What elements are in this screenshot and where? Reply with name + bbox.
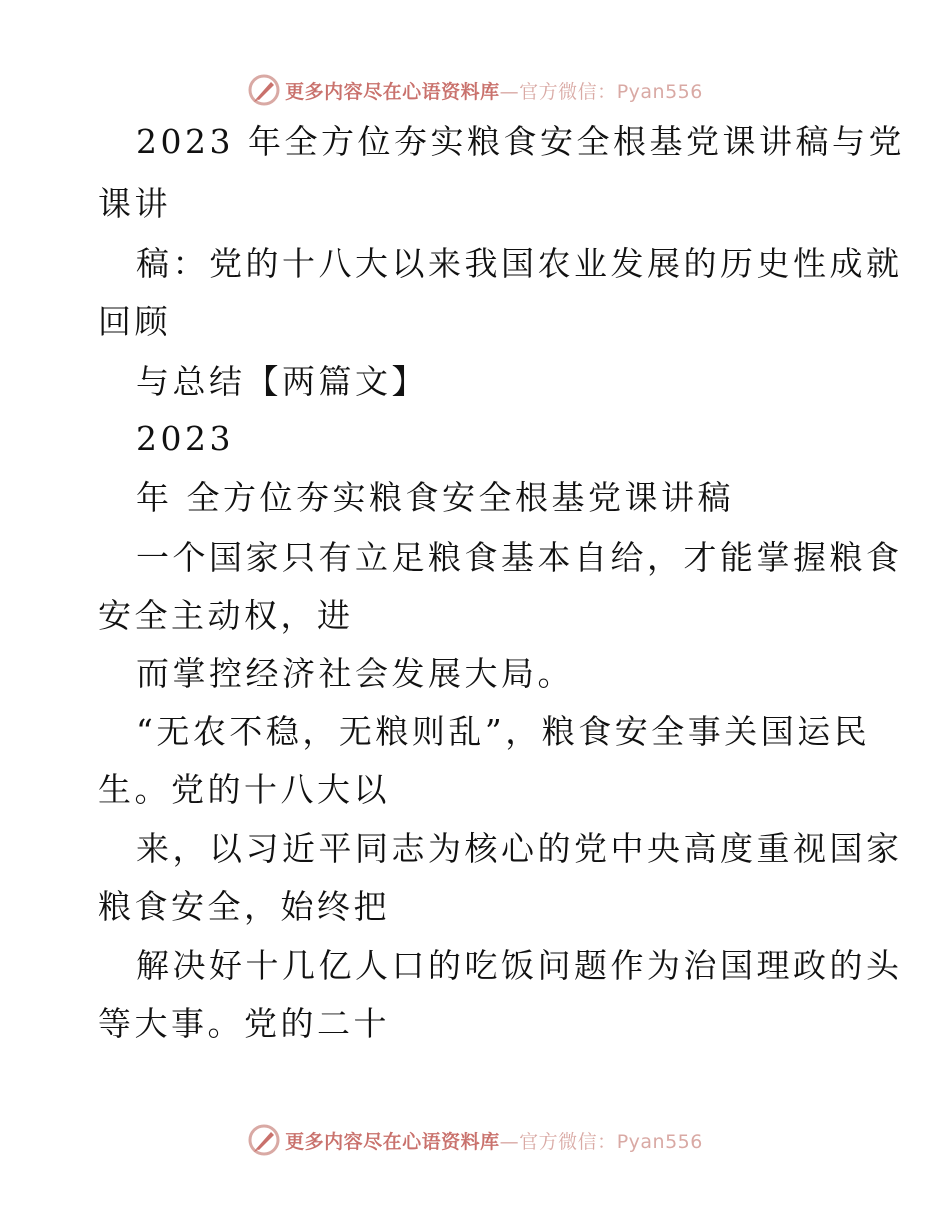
paragraph-line: 等大事。党的二十 [98, 1004, 390, 1043]
watermark-wechat-id: Pyan556 [616, 80, 703, 103]
paragraph-line: 一个国家只有立足粮食基本自给，才能掌握粮食 [136, 538, 903, 577]
paragraph-line: 来，以习近平同志为核心的党中央高度重视国家 [136, 829, 903, 868]
document-title-line-4: 回顾 [98, 302, 171, 341]
watermark-dash: — [499, 1130, 520, 1153]
watermark-site-text: 更多内容尽在心语资料库 [285, 1130, 500, 1153]
watermark-text [285, 77, 703, 104]
watermark-wechat-id: Pyan556 [616, 1130, 703, 1153]
paragraph-line: 粮食安全，始终把 [98, 887, 390, 926]
footer-watermark [0, 1120, 950, 1160]
paragraph-line: “无农不稳，无粮则乱”，粮食安全事关国运民 [136, 712, 871, 751]
document-title-line-1: 2023 年全方位夯实粮食安全根基党课讲稿与党 [136, 122, 905, 161]
document-title-line-3: 稿：党的十八大以来我国农业发展的历史性成就 [136, 244, 903, 283]
watermark-text [285, 1127, 703, 1154]
paragraph-line: 解决好十几亿人口的吃饭问题作为治国理政的头 [136, 946, 903, 985]
feather-pen-icon [247, 73, 281, 107]
document-section-heading: 年 全方位夯实粮食安全根基党课讲稿 [136, 478, 734, 517]
header-watermark [0, 70, 950, 110]
watermark-contact-text: 官方微信： [519, 1130, 617, 1153]
watermark-dash: — [499, 80, 520, 103]
watermark-site-text: 更多内容尽在心语资料库 [285, 80, 500, 103]
feather-pen-icon [247, 1123, 281, 1157]
document-title-line-5: 与总结【两篇文】 [136, 362, 428, 401]
paragraph-line: 安全主动权，进 [98, 596, 354, 635]
paragraph-line: 而掌控经济社会发展大局。 [136, 654, 574, 693]
watermark-contact-text: 官方微信： [519, 80, 617, 103]
document-title-line-2: 课讲 [98, 184, 171, 223]
paragraph-line: 生。党的十八大以 [98, 770, 390, 809]
document-year-line: 2023 [136, 419, 234, 458]
